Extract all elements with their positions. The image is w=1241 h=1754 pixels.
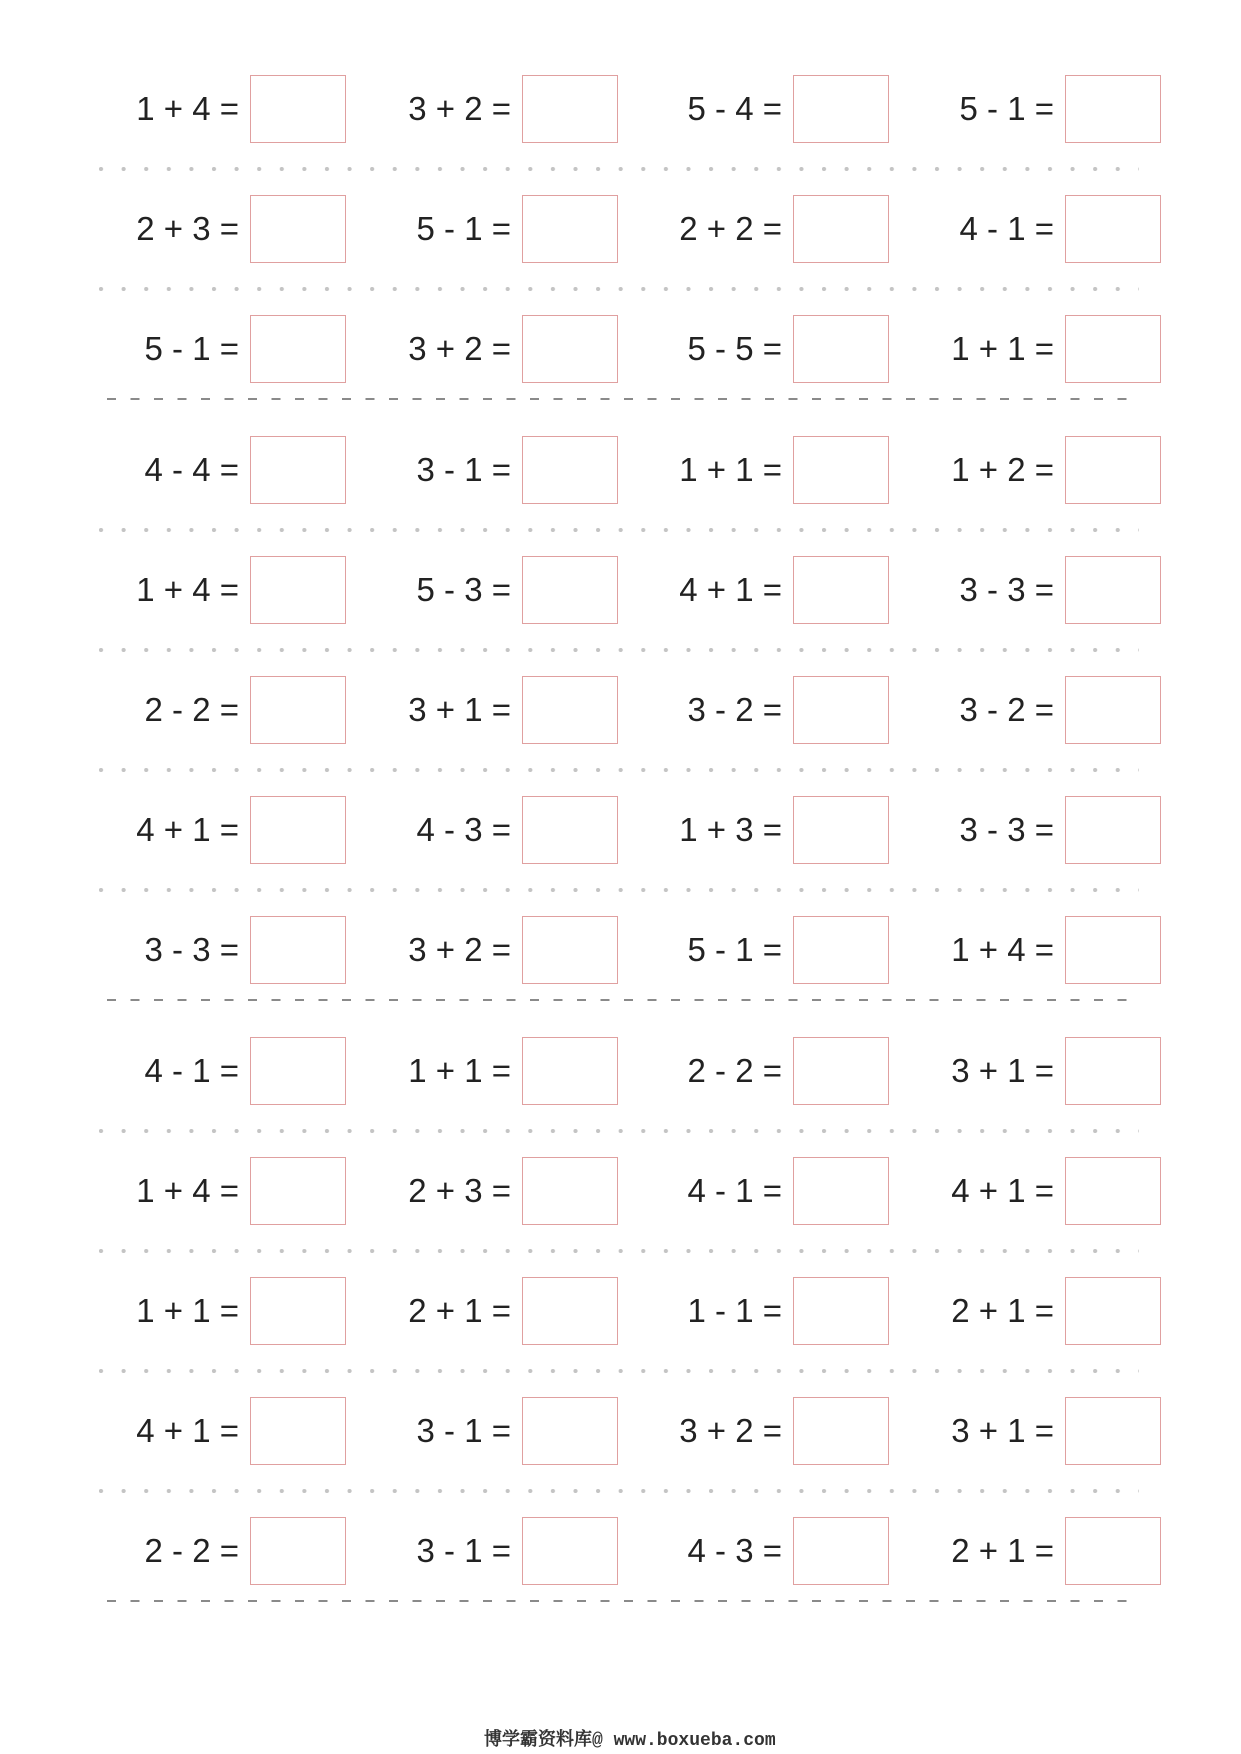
equation-text: 4 - 1 = [687, 1171, 782, 1209]
equation-text: 5 - 3 = [416, 570, 511, 608]
equation-text: 2 + 1 = [408, 1292, 511, 1329]
row-divider [99, 888, 1139, 892]
equation-text: 2 + 3 = [408, 1171, 511, 1209]
row-divider [99, 167, 1139, 171]
equation-row [0, 75, 1241, 143]
equation-row [0, 676, 1241, 744]
equation-text: 3 - 3 = [144, 931, 239, 969]
equation-text: 3 - 2 = [687, 691, 782, 728]
equation-text: 1 + 1 = [136, 1292, 239, 1329]
equation-text: 3 - 1 = [416, 450, 511, 488]
equation-text: 2 + 2 = [679, 210, 782, 248]
equation-row [0, 1037, 1241, 1105]
row-divider [99, 1249, 1139, 1253]
footer-watermark: 博学霸资料库@ www.boxueba.com [484, 1731, 776, 1751]
answer-box[interactable] [1065, 916, 1161, 984]
answer-box[interactable] [1065, 436, 1161, 504]
equation-text: 4 - 4 = [144, 450, 239, 488]
row-divider [99, 287, 1139, 291]
equation-text: 4 + 1 = [136, 1412, 239, 1450]
equation-text: 3 + 2 = [408, 330, 511, 368]
equation-text: 3 - 1 = [416, 1532, 511, 1570]
equation-text: 3 + 1 = [951, 1412, 1054, 1450]
answer-box[interactable] [1065, 1397, 1161, 1465]
equation-row [0, 315, 1241, 383]
answer-box[interactable] [1065, 195, 1161, 263]
equation-text: 4 - 3 = [687, 1532, 782, 1570]
equation-row [0, 195, 1241, 263]
equation-text: 4 + 1 = [679, 570, 782, 608]
equation-text: 2 + 1 = [951, 1532, 1054, 1570]
equation-text: 5 - 5 = [687, 330, 782, 368]
row-divider [99, 1129, 1139, 1133]
answer-box[interactable] [1065, 1157, 1161, 1225]
answer-box[interactable] [1065, 676, 1161, 744]
equation-text: 3 + 2 = [408, 931, 511, 969]
equation-text: 4 + 1 = [951, 1171, 1054, 1209]
equation-text: 5 - 1 = [144, 330, 239, 368]
equation-text: 1 + 1 = [408, 1051, 511, 1089]
equation-row [0, 1277, 1241, 1345]
section-divider [107, 1600, 1134, 1602]
equation-text: 1 + 4 = [136, 570, 239, 608]
equation-text: 5 - 1 = [687, 931, 782, 969]
equation-text: 2 + 3 = [136, 210, 239, 248]
equation-text: 4 - 3 = [416, 811, 511, 849]
equation-text: 1 + 4 = [136, 1171, 239, 1209]
row-divider [99, 768, 1139, 772]
equation-text: 5 - 1 = [416, 210, 511, 248]
equation-text: 1 + 2 = [951, 450, 1054, 488]
equation-row [0, 1517, 1241, 1585]
row-divider [99, 1369, 1139, 1373]
answer-box[interactable] [1065, 556, 1161, 624]
equation-text: 4 + 1 = [136, 811, 239, 849]
equation-row [0, 916, 1241, 984]
answer-box[interactable] [1065, 796, 1161, 864]
equation-text: 3 - 2 = [959, 691, 1054, 728]
equation-text: 3 + 1 = [951, 1051, 1054, 1089]
section-divider [107, 999, 1134, 1001]
equation-row [0, 1397, 1241, 1465]
equation-text: 3 - 3 = [959, 570, 1054, 608]
equation-row [0, 436, 1241, 504]
row-divider [99, 1489, 1139, 1493]
answer-box[interactable] [1065, 1037, 1161, 1105]
equation-text: 3 - 3 = [959, 811, 1054, 849]
equation-text: 2 - 2 = [687, 1051, 782, 1089]
equation-text: 2 - 2 = [144, 691, 239, 728]
equation-text: 1 + 3 = [679, 811, 782, 849]
equation-text: 3 - 1 = [416, 1412, 511, 1450]
equation-text: 3 + 2 = [679, 1412, 782, 1450]
row-divider [99, 528, 1139, 532]
equation-text: 1 + 4 = [951, 931, 1054, 969]
equation-text: 3 + 1 = [408, 691, 511, 728]
equation-row [0, 556, 1241, 624]
equation-text: 5 - 1 = [959, 90, 1054, 127]
row-divider [99, 648, 1139, 652]
answer-box[interactable] [1065, 75, 1161, 143]
equation-row [0, 1157, 1241, 1225]
equation-text: 1 + 1 = [679, 450, 782, 488]
equation-text: 4 - 1 = [144, 1051, 239, 1089]
equation-text: 1 - 1 = [687, 1292, 782, 1329]
answer-box[interactable] [1065, 1517, 1161, 1585]
equation-text: 1 + 4 = [136, 90, 239, 127]
equation-text: 4 - 1 = [959, 210, 1054, 248]
equation-row [0, 796, 1241, 864]
section-divider [107, 398, 1134, 400]
answer-box[interactable] [1065, 315, 1161, 383]
equation-text: 5 - 4 = [687, 90, 782, 127]
answer-box[interactable] [1065, 1277, 1161, 1345]
equation-text: 2 + 1 = [951, 1292, 1054, 1329]
equation-text: 1 + 1 = [951, 330, 1054, 368]
equation-text: 2 - 2 = [144, 1532, 239, 1570]
equation-text: 3 + 2 = [408, 90, 511, 127]
